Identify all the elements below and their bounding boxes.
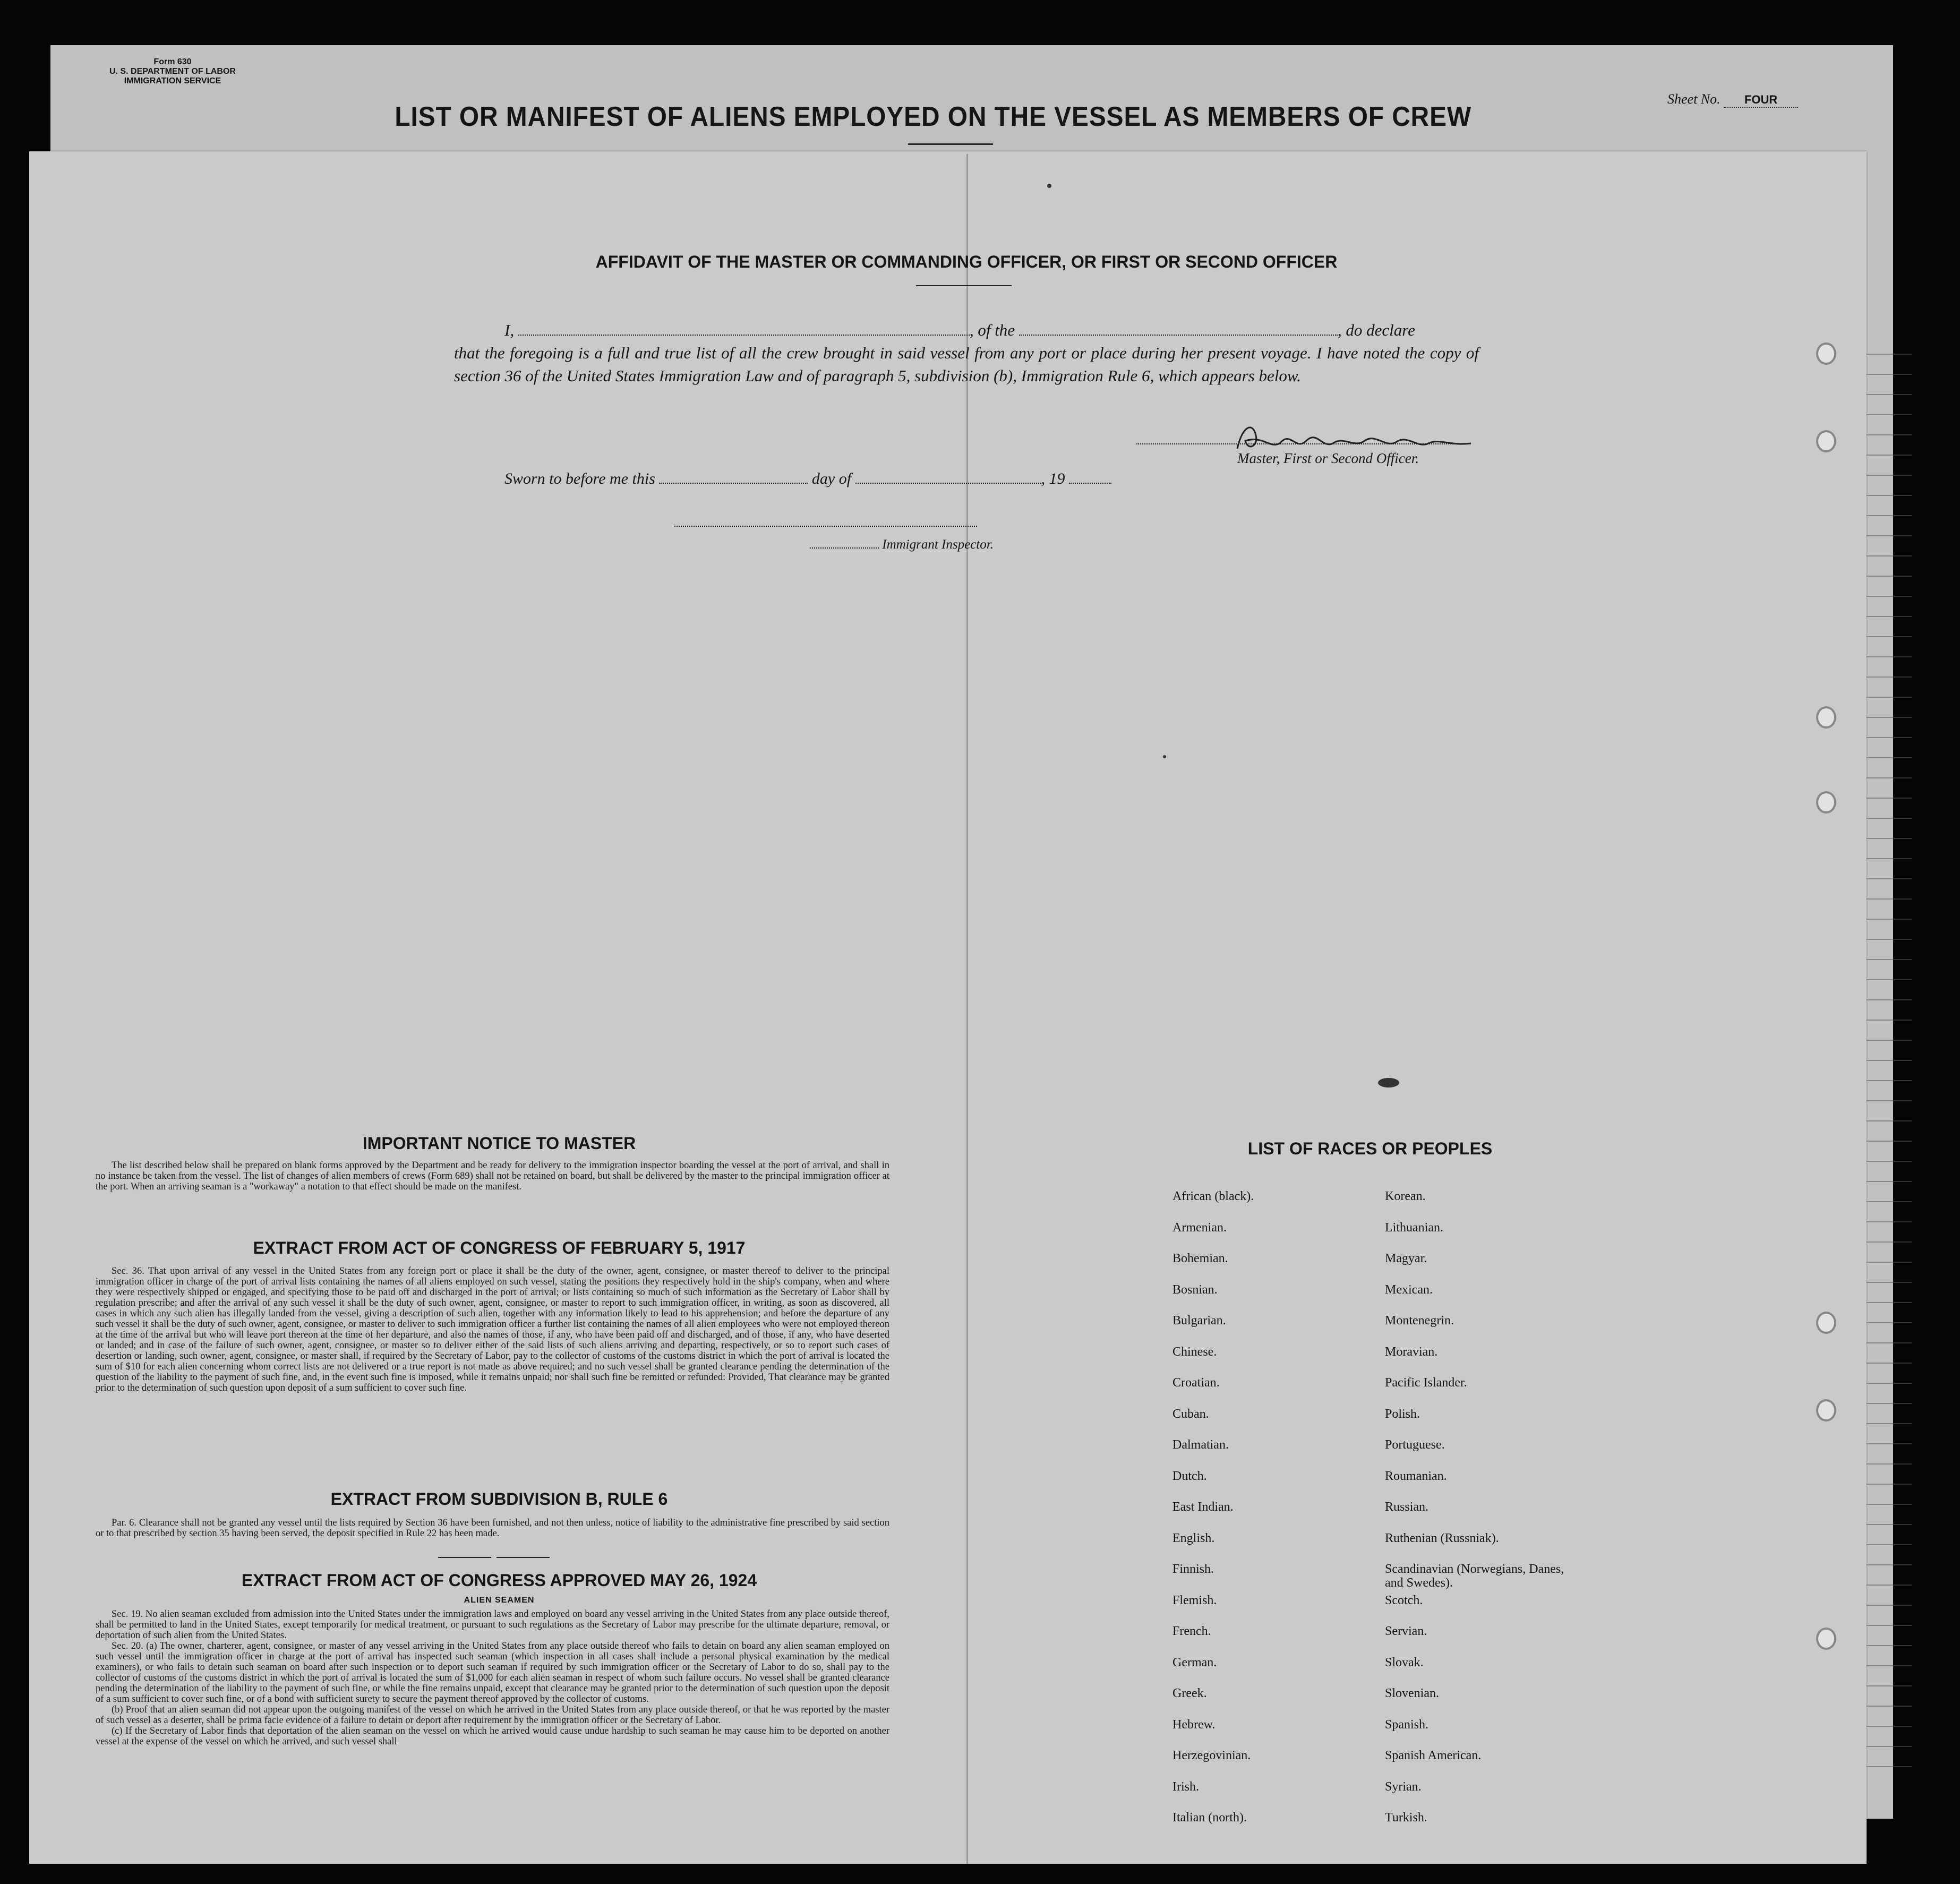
race-item: Lithuanian. [1385, 1220, 1443, 1235]
extract-1924-title: EXTRACT FROM ACT OF CONGRESS APPROVED MAY 26, 1924 [241, 1571, 757, 1590]
affidavit-declare: , do declare [1337, 321, 1415, 339]
ink-speck [1047, 184, 1051, 188]
affidavit-of-the: , of the [969, 321, 1015, 339]
race-item: Mexican. [1385, 1282, 1433, 1297]
punch-hole-icon [1816, 706, 1836, 729]
page-title: LIST OR MANIFEST OF ALIENS EMPLOYED ON THE VESSEL AS MEMBERS OF CREW [395, 101, 1472, 132]
inspector-signature-line [674, 526, 977, 527]
name-blank [518, 321, 970, 336]
race-item: Bohemian. [1172, 1252, 1228, 1265]
punch-hole-icon [1816, 791, 1836, 813]
race-item: Herzegovinian. [1172, 1749, 1251, 1762]
punch-hole-icon [1816, 1628, 1836, 1650]
section-20b-paragraph: (b) Proof that an alien seaman did not appear upon the outgoing manifest of the vessel on which he arrived in the United States from any place outside thereof, or that he was reported by the master of such vessel as a deserter, shall be prima facie evidence of a failure to detain or deport after requirement by the immigration officer or the Secretary of Labor. [96, 1705, 889, 1726]
race-item: Bosnian. [1172, 1282, 1218, 1297]
race-item: Slovenian. [1385, 1686, 1439, 1700]
section-36-paragraph: Sec. 36. That upon arrival of any vessel in the United States from any foreign port or place it shall be the duty of the owner, agent, consignee, or master thereof to deliver to the principal immigration officer in charge of the port of arrival lists containing the names of all aliens employed on such vessel, stating the positions they respectively hold in the ship's company, when and where they were respectively shipped or engaged, and specifying those to be paid off and discharged in the port of arrival; or lists containing so much of such information as the Secretary of Labor shall by regulation prescribe; and after the arrival of any such vessel it shall be the duty of such owner, agent, consignee, or master to report to such immigration officer, in writing, as soon as discovered, all cases in which any such alien has illegally landed from the vessel, giving a description of such alien, together with any information likely to lead to his apprehension; and before the departure of any such vessel it shall be the duty of such owner, agent, consignee, or master to deliver to such immigration officer a further list containing the names of all alien employees who were not employed thereon at the time of the arrival but who will leave port thereon at the time of her departure, and also the names of those, if any, who have been paid off and discharged, and of those, if any, who have deserted or landed; and in case of the failure of such owner, agent, consignee, or master so to deliver either of the said lists of such aliens arriving and departing, respectively, or so to report such cases of desertion or landing, such owner, agent, consignee, or master shall, if required by the Secretary of Labor, pay to the collector of customs of the customs district in which the port of arrival is located the sum of $10 for each alien concerning whom correct lists are not delivered or a true report is not made as above required; and no such vessel shall be granted clearance pending the determination of the question of the liability to the payment of such fine, and, in the event such fine is imposed, while it remains unpaid; nor shall such fine be remitted or refunded: Provided, That clearance may be granted prior to the determination of such question upon deposit of a sum sufficient to cover such fine. [96, 1266, 889, 1393]
sworn-line [504, 469, 1111, 488]
section-20a-paragraph: Sec. 20. (a) The owner, charterer, agent, consignee, or master of any vessel arriving in the United States from any place outside thereof who fails to detain on board any alien seaman employed on such vessel until the immigration officer in charge at the port of arrival has inspected such seaman (which inspection in all cases shall include a personal physical examination by the medical examiners), or who fails to detain such seaman on board after such inspection or to deport such seaman if required by such immigration officer or the Secretary of Labor to do so, shall pay to the collector of customs of the customs district in which the port of arrival is located the sum of $1,000 for each alien seaman in respect of whom such failure occurs. No vessel shall be granted clearance pending the determination of the liability to the payment of such fine, or while the fine remains unpaid, except that clearance may be granted prior to the determination of such question upon the deposit of a sum sufficient to cover such fine, or of a bond with sufficient surety to secure the payment thereof approved by the collector of customs. [96, 1641, 889, 1705]
race-item: Cuban. [1172, 1407, 1209, 1421]
signature-line [1136, 443, 1466, 444]
extract-rule6-text [96, 1518, 889, 1539]
race-item: Italian (north). [1172, 1811, 1247, 1825]
races-column-2 [1385, 1189, 1576, 1842]
affidavit-text: that the foregoing is a full and true list of all the crew brought in said vessel from any port or place during her present voyage. I have noted the copy of section 36 of the United States Immigration Law and of paragraph 5, subdivision (b), Immigration Rule 6, which appears below. [454, 344, 1479, 385]
inspector-caption: Immigrant Inspector. [882, 537, 994, 552]
extract-1917-text [96, 1266, 889, 1393]
race-item: Russian. [1385, 1500, 1429, 1514]
form-number: Form 630 [153, 57, 192, 66]
race-item: Spanish American. [1385, 1749, 1482, 1762]
year-prefix: , 19 [1041, 470, 1065, 487]
sheet-number [1667, 91, 1798, 108]
race-item: German. [1172, 1655, 1217, 1669]
race-item: Bulgarian. [1172, 1314, 1226, 1328]
race-item: Polish. [1385, 1407, 1420, 1421]
alien-seamen-subtitle: ALIEN SEAMEN [464, 1596, 535, 1605]
affidavit-body [454, 319, 1479, 387]
race-item: Korean. [1385, 1189, 1426, 1203]
race-item: Montenegrin. [1385, 1314, 1454, 1328]
race-item: Flemish. [1172, 1593, 1217, 1607]
inspector-blank [810, 538, 879, 549]
punch-hole-icon [1816, 342, 1836, 365]
races-title: LIST OF RACES OR PEOPLES [1247, 1139, 1493, 1158]
section-20c-paragraph: (c) If the Secretary of Labor finds that deportation of the alien seaman on the vessel on which he arrived would cause undue hardship to such seaman he may cause him to be deported on another vessel at the expense of the vessel on which he arrived, and such vessel shall [96, 1726, 889, 1747]
race-item: African (black). [1172, 1189, 1254, 1203]
sheet-label: Sheet No. [1667, 91, 1721, 107]
extract-rule6-title: EXTRACT FROM SUBDIVISION B, RULE 6 [330, 1489, 668, 1509]
vessel-blank [1019, 321, 1338, 336]
inspector-caption-line [810, 537, 994, 552]
race-item: Hebrew. [1172, 1717, 1216, 1732]
race-item: Dalmatian. [1172, 1438, 1229, 1452]
divider [497, 1557, 550, 1558]
race-item: Roumanian. [1385, 1469, 1447, 1483]
affidavit-i: I, [504, 321, 515, 339]
day-of-label: day of [811, 470, 852, 487]
affidavit-underline [916, 285, 1012, 286]
ink-blot [1378, 1078, 1399, 1087]
race-item: East Indian. [1172, 1500, 1234, 1514]
divider [438, 1557, 491, 1558]
race-item: Chinese. [1172, 1345, 1217, 1359]
extract-1924-text [96, 1609, 889, 1747]
sworn-prefix: Sworn to before me this [504, 470, 655, 487]
race-item: Ruthenian (Russniak). [1385, 1531, 1499, 1545]
form-header [101, 57, 244, 86]
race-item: Pacific Islander. [1385, 1376, 1467, 1390]
race-item: Scandinavian (Norwegians, Danes, and Swedes). [1385, 1562, 1564, 1590]
race-item: Scotch. [1385, 1593, 1423, 1607]
race-item: Portuguese. [1385, 1438, 1445, 1452]
race-item: Croatian. [1172, 1376, 1220, 1390]
race-item: Dutch. [1172, 1469, 1207, 1483]
extract-1917-title: EXTRACT FROM ACT OF CONGRESS OF FEBRUARY 5, 1917 [253, 1238, 746, 1257]
race-item: Armenian. [1172, 1220, 1227, 1235]
race-item: Spanish. [1385, 1717, 1429, 1732]
month-blank [855, 469, 1041, 484]
year-blank [1069, 469, 1111, 484]
form-department: U. S. DEPARTMENT OF LABOR [109, 67, 236, 76]
signature-caption: Master, First or Second Officer. [1237, 450, 1419, 466]
race-item: Moravian. [1385, 1345, 1438, 1359]
page-fold [966, 154, 968, 1864]
race-item: Greek. [1172, 1686, 1207, 1700]
punch-hole-icon [1816, 430, 1836, 452]
notice-title: IMPORTANT NOTICE TO MASTER [362, 1134, 636, 1153]
race-item: Slovak. [1385, 1655, 1424, 1669]
race-item: Turkish. [1385, 1811, 1427, 1825]
affidavit-title: AFFIDAVIT OF THE MASTER OR COMMANDING OFFICER, OR FIRST OR SECOND OFFICER [595, 252, 1338, 271]
notice-text [96, 1160, 889, 1192]
race-item: English. [1172, 1531, 1215, 1545]
day-blank [659, 469, 808, 484]
front-sheet [29, 151, 1867, 1864]
sheet-value: FOUR [1724, 93, 1798, 108]
punch-hole-icon [1816, 1312, 1836, 1334]
punch-hole-icon [1816, 1399, 1836, 1421]
race-item: Servian. [1385, 1624, 1427, 1638]
race-item: Magyar. [1385, 1252, 1427, 1265]
races-column-1 [1172, 1189, 1254, 1842]
title-underline [908, 143, 993, 145]
section-19-paragraph: Sec. 19. No alien seaman excluded from admission into the United States under the immigration laws and employed on board any vessel arriving in the United States from any place outside thereof, shall be permitted to land in the United States, except temporarily for medical treatment, or pursuant to such regulations as the Secretary of Labor may prescribe for the ultimate departure, removal, or deportation of such alien from the United States. [96, 1609, 889, 1641]
paragraph-6: Par. 6. Clearance shall not be granted any vessel until the lists required by Section 36 have been furnished, and not then unless, notice of liability to the administrative fine prescribed by said section or to that prescribed by section 35 having been served, the deposit specified in Rule 22 has been made. [96, 1518, 889, 1539]
race-item: French. [1172, 1624, 1211, 1638]
race-item: Irish. [1172, 1779, 1199, 1794]
notice-paragraph: The list described below shall be prepared on blank forms approved by the Department and be ready for delivery to the immigration inspector boarding the vessel at the port of arrival, and shall in no instance be taken from the vessel. The list of changes of alien members of crews (Form 689) shall not be retained on board, but shall be delivered by the master to the principal immigration officer at the port. When an arriving seaman is a "workaway" a notation to that effect should be made on the manifest. [96, 1160, 889, 1192]
race-item: Syrian. [1385, 1779, 1422, 1794]
ink-speck [1163, 755, 1166, 758]
form-service: IMMIGRATION SERVICE [124, 76, 221, 85]
race-item: Finnish. [1172, 1562, 1214, 1576]
